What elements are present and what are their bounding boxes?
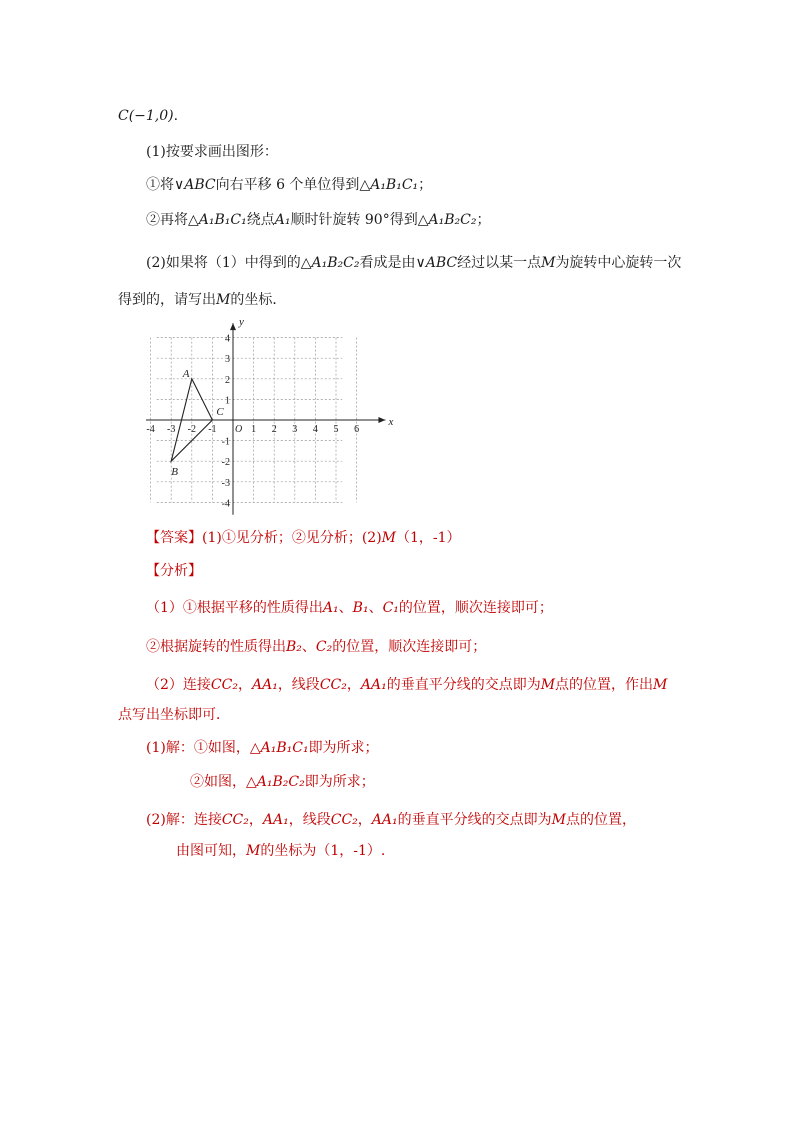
s3-prefix: (2)解：连接 xyxy=(146,812,222,828)
p2-mid2: 经过以某一点 xyxy=(457,255,542,271)
part2-line1 xyxy=(146,253,681,273)
y-tick-label: -4 xyxy=(221,498,230,510)
p2-triangle: △A₁B₂C₂ xyxy=(300,255,360,271)
analysis-p3 xyxy=(146,675,667,695)
part1-step2 xyxy=(146,210,490,230)
step1-suffix: ； xyxy=(418,177,433,193)
s3-c1: ， xyxy=(248,812,263,828)
p2-suffix: 为旋转中心旋转一次 xyxy=(555,255,682,271)
s2-suffix: 即为所求； xyxy=(304,774,375,790)
point-c-line xyxy=(118,106,178,126)
p2l2-suffix: 的坐标． xyxy=(230,292,287,308)
a2-sep: 、 xyxy=(301,639,316,655)
point-c: C(−1,0) xyxy=(118,108,174,124)
coordinate-figure xyxy=(146,310,396,520)
a1-prefix: （1）①根据平移的性质得出 xyxy=(146,600,323,616)
vertex-label-a: A xyxy=(182,367,190,380)
p2-m: M xyxy=(541,255,556,271)
x-tick-label: 2 xyxy=(271,424,277,435)
vertex-label-c: C xyxy=(216,406,224,418)
s2-prefix: ②如图， xyxy=(190,774,246,790)
x-tick-label: -1 xyxy=(208,424,217,435)
s3-aa1: AA₁ xyxy=(262,812,289,828)
part1-heading: (1)按要求画出图形： xyxy=(146,144,278,160)
y-tick-label: -3 xyxy=(221,477,230,489)
step1-mid: 向右平移 6 个单位得到 xyxy=(215,177,360,193)
a1-suffix: 的位置，顺次连接即可； xyxy=(398,600,553,616)
s3-cc2b: CC₂ xyxy=(330,812,358,828)
a3-prefix: （2）连接 xyxy=(146,677,211,693)
a3-m: M xyxy=(540,677,556,693)
x-tick-label: 4 xyxy=(312,424,318,435)
analysis-p2 xyxy=(146,637,486,657)
answer-tag: 【答案】 xyxy=(146,530,202,546)
solution-s4 xyxy=(176,841,385,861)
y-axis-label: y xyxy=(239,316,244,329)
x-tick-label: -4 xyxy=(146,424,155,435)
s4-m: M xyxy=(246,843,261,859)
step1-triangle: ∨ABC xyxy=(174,177,216,193)
x-tick-label: -2 xyxy=(187,424,196,435)
origin-label: O xyxy=(235,424,243,435)
p2-mid1: 看成是由 xyxy=(359,255,416,271)
p2-triangle2: ∨ABC xyxy=(415,255,458,271)
s3-c2: ， xyxy=(357,812,372,828)
y-axis-arrow xyxy=(230,323,236,330)
a3-mid: ，线段 xyxy=(277,677,320,693)
a2-b2: B₂ xyxy=(286,639,302,655)
solution-s1 xyxy=(146,738,379,758)
analysis-tag: 【分析】 xyxy=(146,563,202,579)
s3-mid: ，线段 xyxy=(288,812,331,828)
y-tick-label: -1 xyxy=(221,436,230,448)
p2l2-prefix: 得到的，请写出 xyxy=(118,292,216,308)
s2-triangle: △A₁B₂C₂ xyxy=(246,774,305,790)
s1-triangle: △A₁B₁C₁ xyxy=(249,740,309,756)
answer-content: (1)①见分析；②见分析；(2) xyxy=(202,530,382,546)
part1-step1 xyxy=(146,175,432,195)
step2-suffix: ； xyxy=(476,212,491,228)
step2-point: A₁ xyxy=(274,212,291,228)
x-tick-label: 3 xyxy=(292,424,298,435)
y-tick-label: 3 xyxy=(225,354,230,366)
x-tick-label: 6 xyxy=(354,424,360,435)
a1-c1: C₁ xyxy=(382,600,399,616)
y-tick-label: 2 xyxy=(225,374,230,386)
a2-suffix: 的位置，顺次连接即可； xyxy=(332,639,487,655)
a3-comma2: ， xyxy=(346,677,361,693)
a3-mid2: 的垂直平分线的交点即为 xyxy=(386,677,541,693)
part2-line2 xyxy=(118,290,286,310)
p2-prefix: (2)如果将（1）中得到的 xyxy=(146,255,301,271)
s3-suffix: 点的位置， xyxy=(565,812,636,828)
x-tick-label: 1 xyxy=(251,424,257,435)
vertex-label-b: B xyxy=(171,466,178,479)
step2-prefix: ②再将 xyxy=(146,212,188,228)
answer-coord: （1，-1） xyxy=(396,530,461,546)
coordinate-plane xyxy=(146,310,396,520)
s4-suffix: 的坐标为（1，-1）. xyxy=(260,843,386,859)
step2-result: △A₁B₂C₂ xyxy=(417,212,477,228)
a3-m2: M xyxy=(653,677,668,693)
analysis-p1 xyxy=(146,598,553,618)
a3-aa1b: AA₁ xyxy=(360,677,387,693)
s3-cc2: CC₂ xyxy=(221,812,249,828)
x-tick-label: 5 xyxy=(333,424,339,435)
p2l2-m: M xyxy=(216,292,231,308)
period: . xyxy=(173,108,179,124)
a3-mid3: 点的位置，作出 xyxy=(555,677,654,693)
a2-prefix: ②根据旋转的性质得出 xyxy=(146,639,286,655)
a2-c2: C₂ xyxy=(315,639,333,655)
s3-m: M xyxy=(551,812,566,828)
y-tick-label: 1 xyxy=(225,395,230,407)
a1-a1: A₁ xyxy=(322,600,339,616)
a3-cc2b: CC₂ xyxy=(319,677,347,693)
a3-comma1: ， xyxy=(237,677,252,693)
s4-prefix: 由图可知， xyxy=(176,843,246,859)
x-axis-arrow xyxy=(378,417,385,423)
x-axis-label: x xyxy=(388,416,394,428)
s3-mid2: 的垂直平分线的交点即为 xyxy=(397,812,552,828)
answer-m: M xyxy=(381,530,397,546)
y-tick-label: 4 xyxy=(225,333,230,345)
a1-b1: B₁ xyxy=(352,600,369,616)
a3-cc2: CC₂ xyxy=(210,677,238,693)
s3-aa1b: AA₁ xyxy=(371,812,398,828)
step1-prefix: ①将 xyxy=(146,177,174,193)
y-tick-label: -2 xyxy=(221,457,230,469)
analysis-p4: 点写出坐标即可． xyxy=(118,707,230,723)
step2-triangle: △A₁B₁C₁ xyxy=(188,212,247,228)
step1-result: △A₁B₁C₁ xyxy=(359,177,419,193)
step2-mid1: 绕点 xyxy=(246,212,275,228)
x-tick-label: -3 xyxy=(167,424,176,435)
s1-suffix: 即为所求； xyxy=(308,740,379,756)
a1-sep2: 、 xyxy=(368,600,383,616)
s1-prefix: (1)解：①如图， xyxy=(146,740,250,756)
step2-mid2: 顺时针旋转 90°得到 xyxy=(290,212,418,228)
answer-line xyxy=(146,528,461,548)
solution-s3 xyxy=(146,810,636,830)
a3-aa1: AA₁ xyxy=(251,677,278,693)
a1-sep1: 、 xyxy=(338,600,353,616)
solution-s2 xyxy=(190,772,375,792)
